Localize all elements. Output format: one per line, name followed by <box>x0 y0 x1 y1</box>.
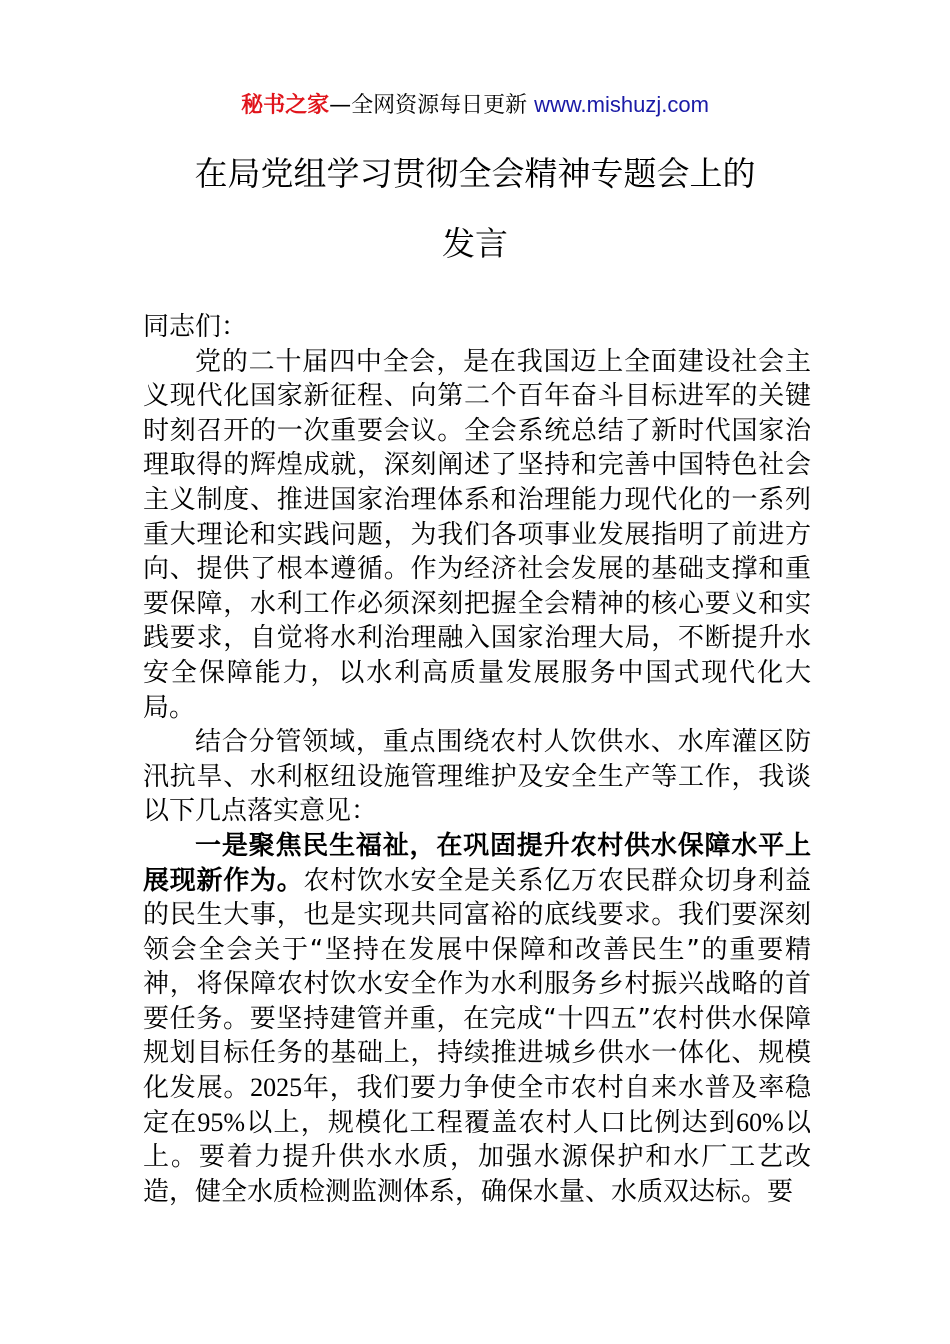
paragraph-3-text-d: 以上。要着力提升供水水质，加强水源保护和水厂工艺改造，健全水质检测监测体系，确保水量、水质双达标。要 <box>143 1107 811 1207</box>
header-tagline: —全网资源每日更新 <box>329 93 535 118</box>
paragraph-3-text-b: 年，我们要力争使全市农村自来水普及率稳定在 <box>143 1073 811 1138</box>
paragraph-3-text-c: 以上，规模化工程覆盖农村人口比例达到 <box>245 1107 737 1138</box>
paragraph-3-lead: 一是聚焦民生福祉，在巩固提升农村供水保障水平上展现新作为。 <box>143 830 811 896</box>
document-title-line-2: 发言 <box>442 224 508 263</box>
paragraph-2: 结合分管领域，重点围绕农村人饮供水、水库灌区防汛抗旱、水利枢纽设施管理维护及安全生产等工作，我谈以下几点落实意见： <box>143 727 811 827</box>
paragraph-3-percent-2: 60% <box>736 1107 784 1137</box>
paragraph-3-text-a: 农村饮水安全是关系亿万农民群众切身利益的民生大事，也是实现共同富裕的底线要求。我们要深刻领会全会关于“坚持在发展中保障和改善民生”的重要精神，将保障农村饮水安全作为水利服务乡村振兴战略的首要任务。要坚持建管并重，在完成“十四五”农村供水保障规划目标任务的基础上，持续推进城乡供水一体化、规模化发展。 <box>143 865 811 1104</box>
document-title-line-1: 在局党组学习贯彻全会精神专题会上的 <box>194 154 756 193</box>
greeting: 同志们： <box>143 312 248 342</box>
site-url-link[interactable]: www.mishuzj.com <box>534 92 709 117</box>
document-body <box>143 310 811 1209</box>
site-header <box>0 88 950 123</box>
paragraph-3-year: 2025 <box>250 1073 303 1103</box>
paragraph-1: 党的二十届四中全会，是在我国迈上全面建设社会主义现代化国家新征程、向第二个百年奋斗目标进军的关键时刻召开的一次重要会议。全会系统总结了新时代国家治理取得的辉煌成就，深刻阐述了坚持和完善中国特色社会主义制度、推进国家治理体系和治理能力现代化的一系列重大理论和实践问题，为我们各项事业发展指明了前进方向、提供了根本遵循。作为经济社会发展的基础支撑和重要保障，水利工作必须深刻把握全会精神的核心要义和实践要求，自觉将水利治理融入国家治理大局，不断提升水安全保障能力，以水利高质量发展服务中国式现代化大局。 <box>143 346 811 723</box>
paragraph-3-percent-1: 95% <box>197 1107 246 1137</box>
brand-name: 秘书之家 <box>241 93 330 118</box>
paragraph-3 <box>143 829 811 1210</box>
